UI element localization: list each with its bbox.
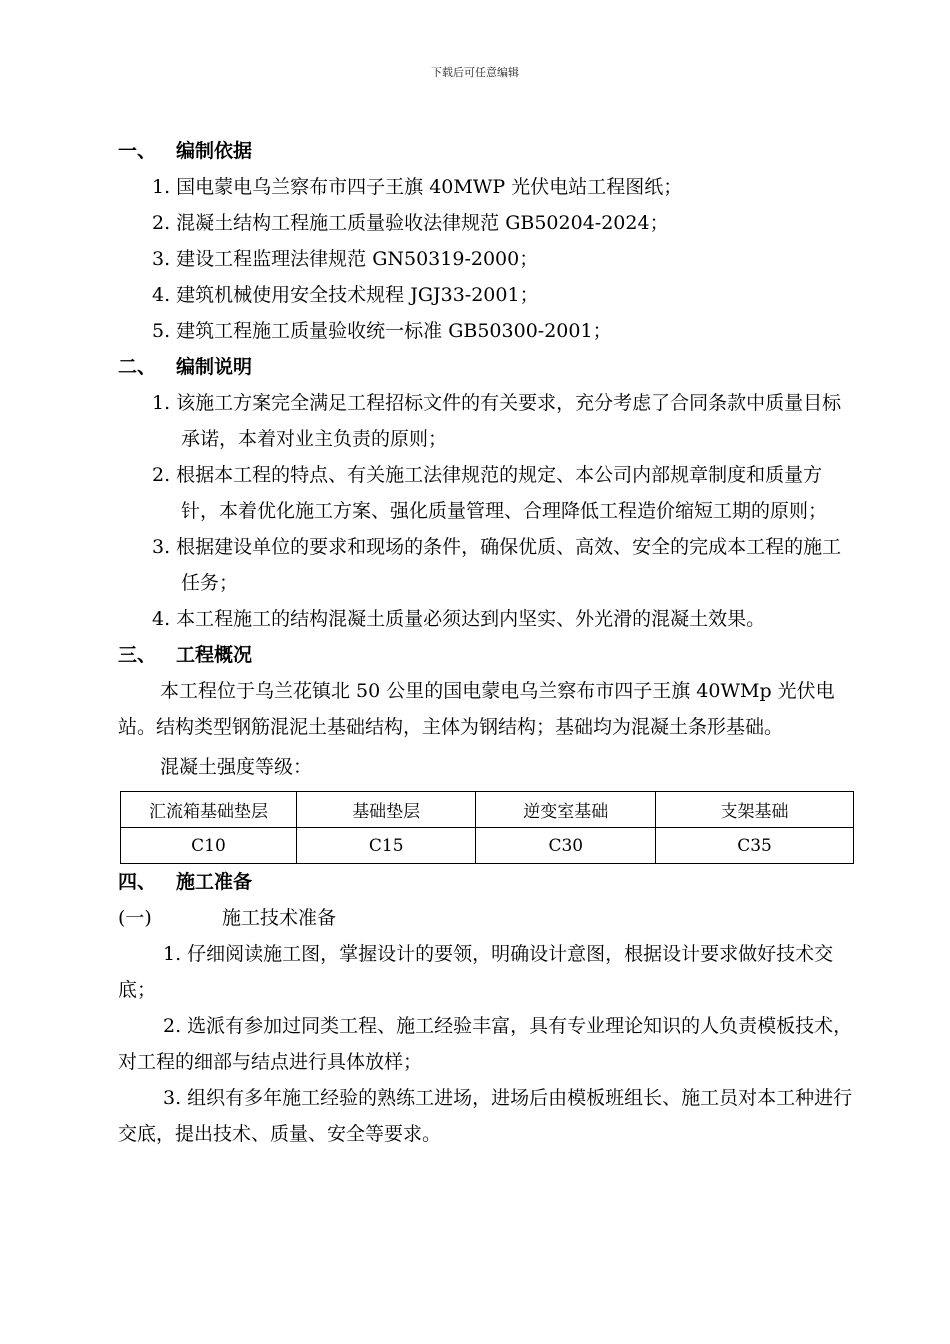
table-cell: C10 xyxy=(121,828,297,864)
list-item: 2. 根据本工程的特点、有关施工法律规范的规定、本公司内部规章制度和质量方针，本着优化施工方案、强化质量管理、合理降低工程造价缩短工期的原则； xyxy=(152,464,828,522)
list-item: 4. 本工程施工的结构混凝土质量必须达到内坚实、外光滑的混凝土效果。 xyxy=(152,608,766,630)
section-number: 三、 xyxy=(118,644,157,666)
table-cell: C30 xyxy=(476,828,656,864)
list-item: 1. 国电蒙电乌兰察布市四子王旗 40MWP 光伏电站工程图纸； xyxy=(152,176,683,198)
prep-paragraph: 3. 组织有多年施工经验的熟练工进场，进场后由模板班组长、施工员对本工种进行交底，提出技术、质量、安全等要求。 xyxy=(118,1087,853,1145)
section-number: 一、 xyxy=(118,140,157,162)
subsection-heading xyxy=(118,900,858,936)
table-header-cell: 基础垫层 xyxy=(296,792,476,828)
section-title: 编制说明 xyxy=(176,356,253,378)
section-heading-3 xyxy=(118,637,858,673)
list-item: 2. 混凝土结构工程施工质量验收法律规范 GB50204-2024； xyxy=(152,212,669,234)
table-header-cell: 汇流箱基础垫层 xyxy=(121,792,297,828)
section-heading-2 xyxy=(118,349,858,385)
list-item: 3. 根据建设单位的要求和现场的条件，确保优质、高效、安全的完成本工程的施工任务； xyxy=(152,536,842,594)
overview-paragraph: 本工程位于乌兰花镇北 50 公里的国电蒙电乌兰察布市四子王旗 40WMp 光伏电站。结构类型钢筋混泥土基础结构，主体为钢结构；基础均为混凝土条形基础。 xyxy=(118,680,835,738)
section-number: 四、 xyxy=(118,871,157,893)
list-item: 3. 建设工程监理法律规范 GN50319-2000； xyxy=(152,248,539,270)
subsection-title: 施工技术准备 xyxy=(222,907,337,929)
section-title: 编制依据 xyxy=(176,140,253,162)
document-body xyxy=(118,133,858,1152)
grade-label: 混凝土强度等级： xyxy=(160,756,313,778)
list-item: 5. 建筑工程施工质量验收统一标准 GB50300-2001； xyxy=(152,320,612,342)
subsection-number: (一) xyxy=(118,907,152,929)
table-header-cell: 支架基础 xyxy=(656,792,854,828)
table-header-cell: 逆变室基础 xyxy=(476,792,656,828)
section-title: 施工准备 xyxy=(176,871,253,893)
table-row xyxy=(121,828,854,864)
list-item: 4. 建筑机械使用安全技术规程 JGJ33-2001； xyxy=(152,284,539,306)
section-heading-4 xyxy=(118,864,858,900)
prep-paragraph: 2. 选派有参加过同类工程、施工经验丰富，具有专业理论知识的人负责模板技术，对工程的细部与结点进行具体放样； xyxy=(118,1015,853,1073)
section-number: 二、 xyxy=(118,356,157,378)
table-cell: C35 xyxy=(656,828,854,864)
section-title: 工程概况 xyxy=(176,644,253,666)
table-cell: C15 xyxy=(296,828,476,864)
prep-paragraph: 1. 仔细阅读施工图，掌握设计的要领，明确设计意图，根据设计要求做好技术交底； xyxy=(118,943,834,1001)
section-heading-1 xyxy=(118,133,858,169)
page-header: 下载后可任意编辑 xyxy=(431,66,519,79)
concrete-grade-table xyxy=(120,791,854,864)
list-item: 1. 该施工方案完全满足工程招标文件的有关要求，充分考虑了合同条款中质量目标承诺，本着对业主负责的原则； xyxy=(152,392,842,450)
table-header-row xyxy=(121,792,854,828)
